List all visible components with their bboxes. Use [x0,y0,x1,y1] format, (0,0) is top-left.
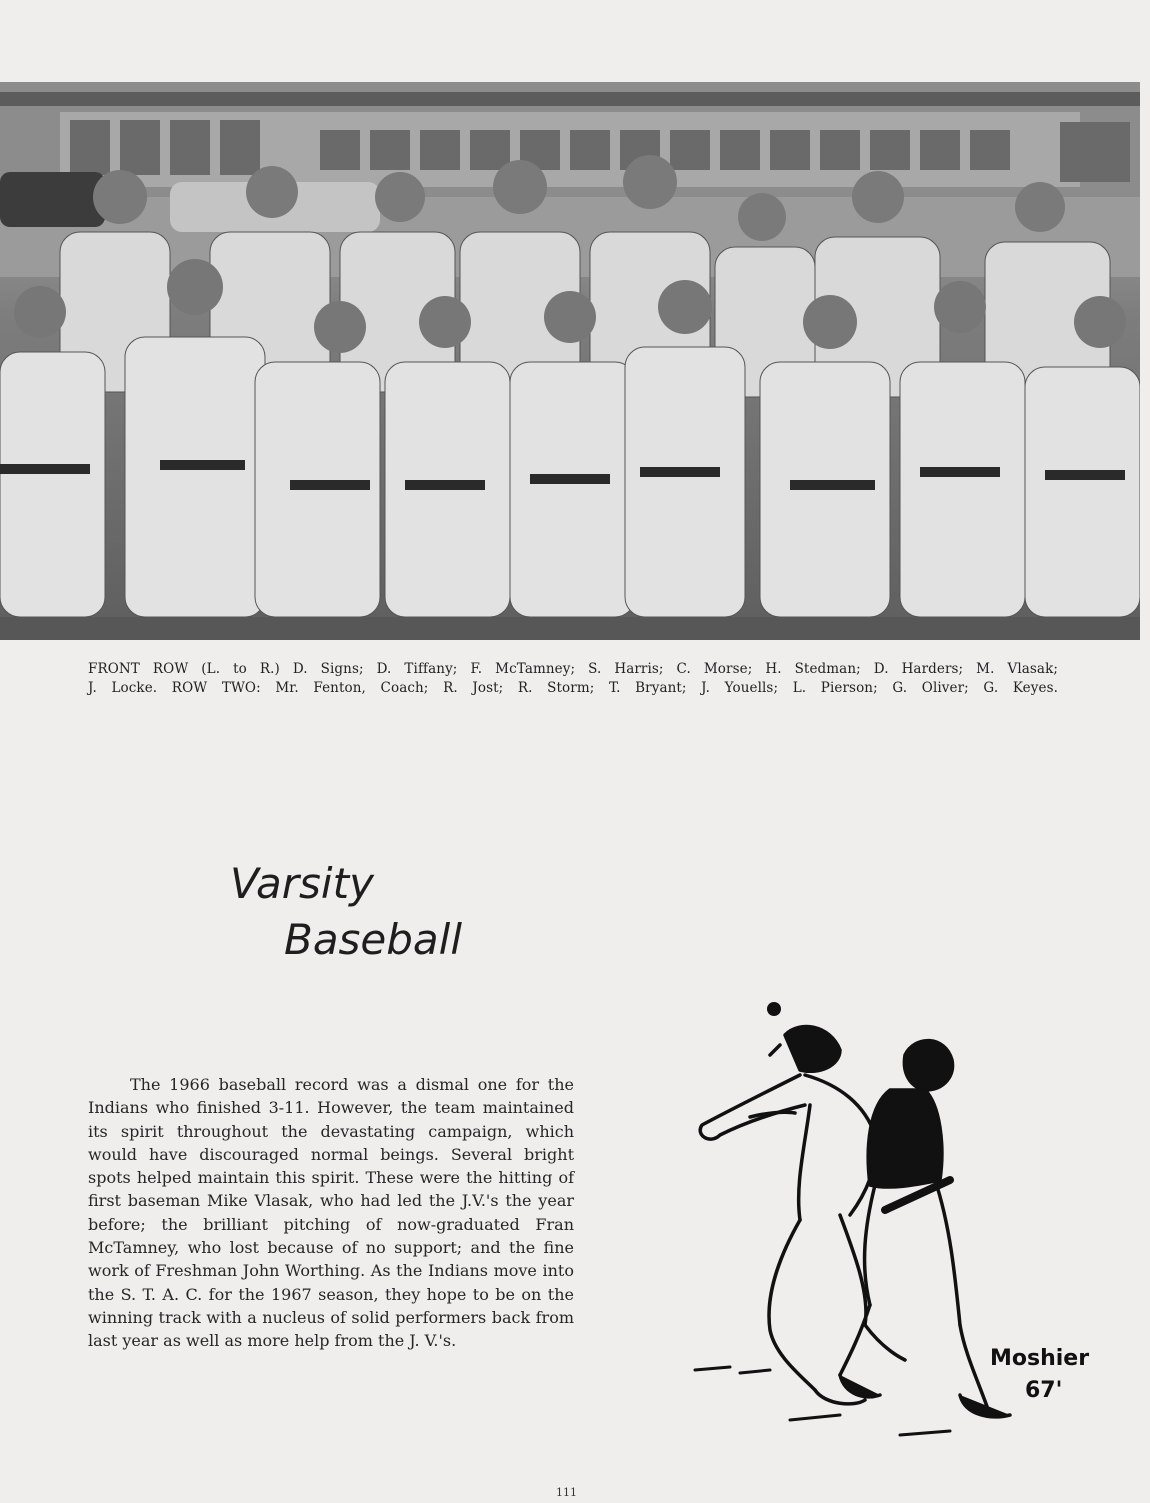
page-title [230,856,462,968]
title-line-1: Varsity [230,859,374,908]
artist-signature: Moshier [990,1346,1090,1371]
artist-signature-year: 67' [1025,1378,1063,1403]
caption-line-row-two: J. Locke. ROW TWO: Mr. Fenton, Coach; R. Jost; R. Storm; T. Bryant; J. Youells; L. Pierson; G. Oliver; G. Keyes. [88,680,1058,696]
article-paragraph: The 1966 baseball record was a dismal one for the Indians who finished 3-11. However, the team maintained its spirit throughout the devastating campaign, which would have discouraged normal beings. Several bright spots helped maintain this spirit. These were the hitting of first baseman Mike Vlasak, who had led the J.V.'s the year before; the brilliant pitching of now-graduated Fran McTamney, who lost because of no support; and the fine work of Freshman John Worthing. As the Indians move into the S. T. A. C. for the 1967 season, they hope to be on the winning track with a nucleus of solid performers back from last year as well as more help from the J. V.'s. [88,1075,574,1351]
title-line-2: Baseball [284,915,463,964]
baseball-players-drawing [690,995,1120,1465]
baseball-icon [767,1002,781,1016]
article-body [88,1073,574,1353]
photo-caption [88,660,1058,698]
page-number: 111 [556,1486,577,1499]
caption-line-front-row: FRONT ROW (L. to R.) D. Signs; D. Tiffany; F. McTamney; S. Harris; C. Morse; H. Stedman; D. Harders; M. Vlasak; [88,661,1058,677]
team-photo [0,82,1140,640]
team-photo-illustration [0,82,1140,640]
baseball-drawing-illustration [690,995,1120,1465]
